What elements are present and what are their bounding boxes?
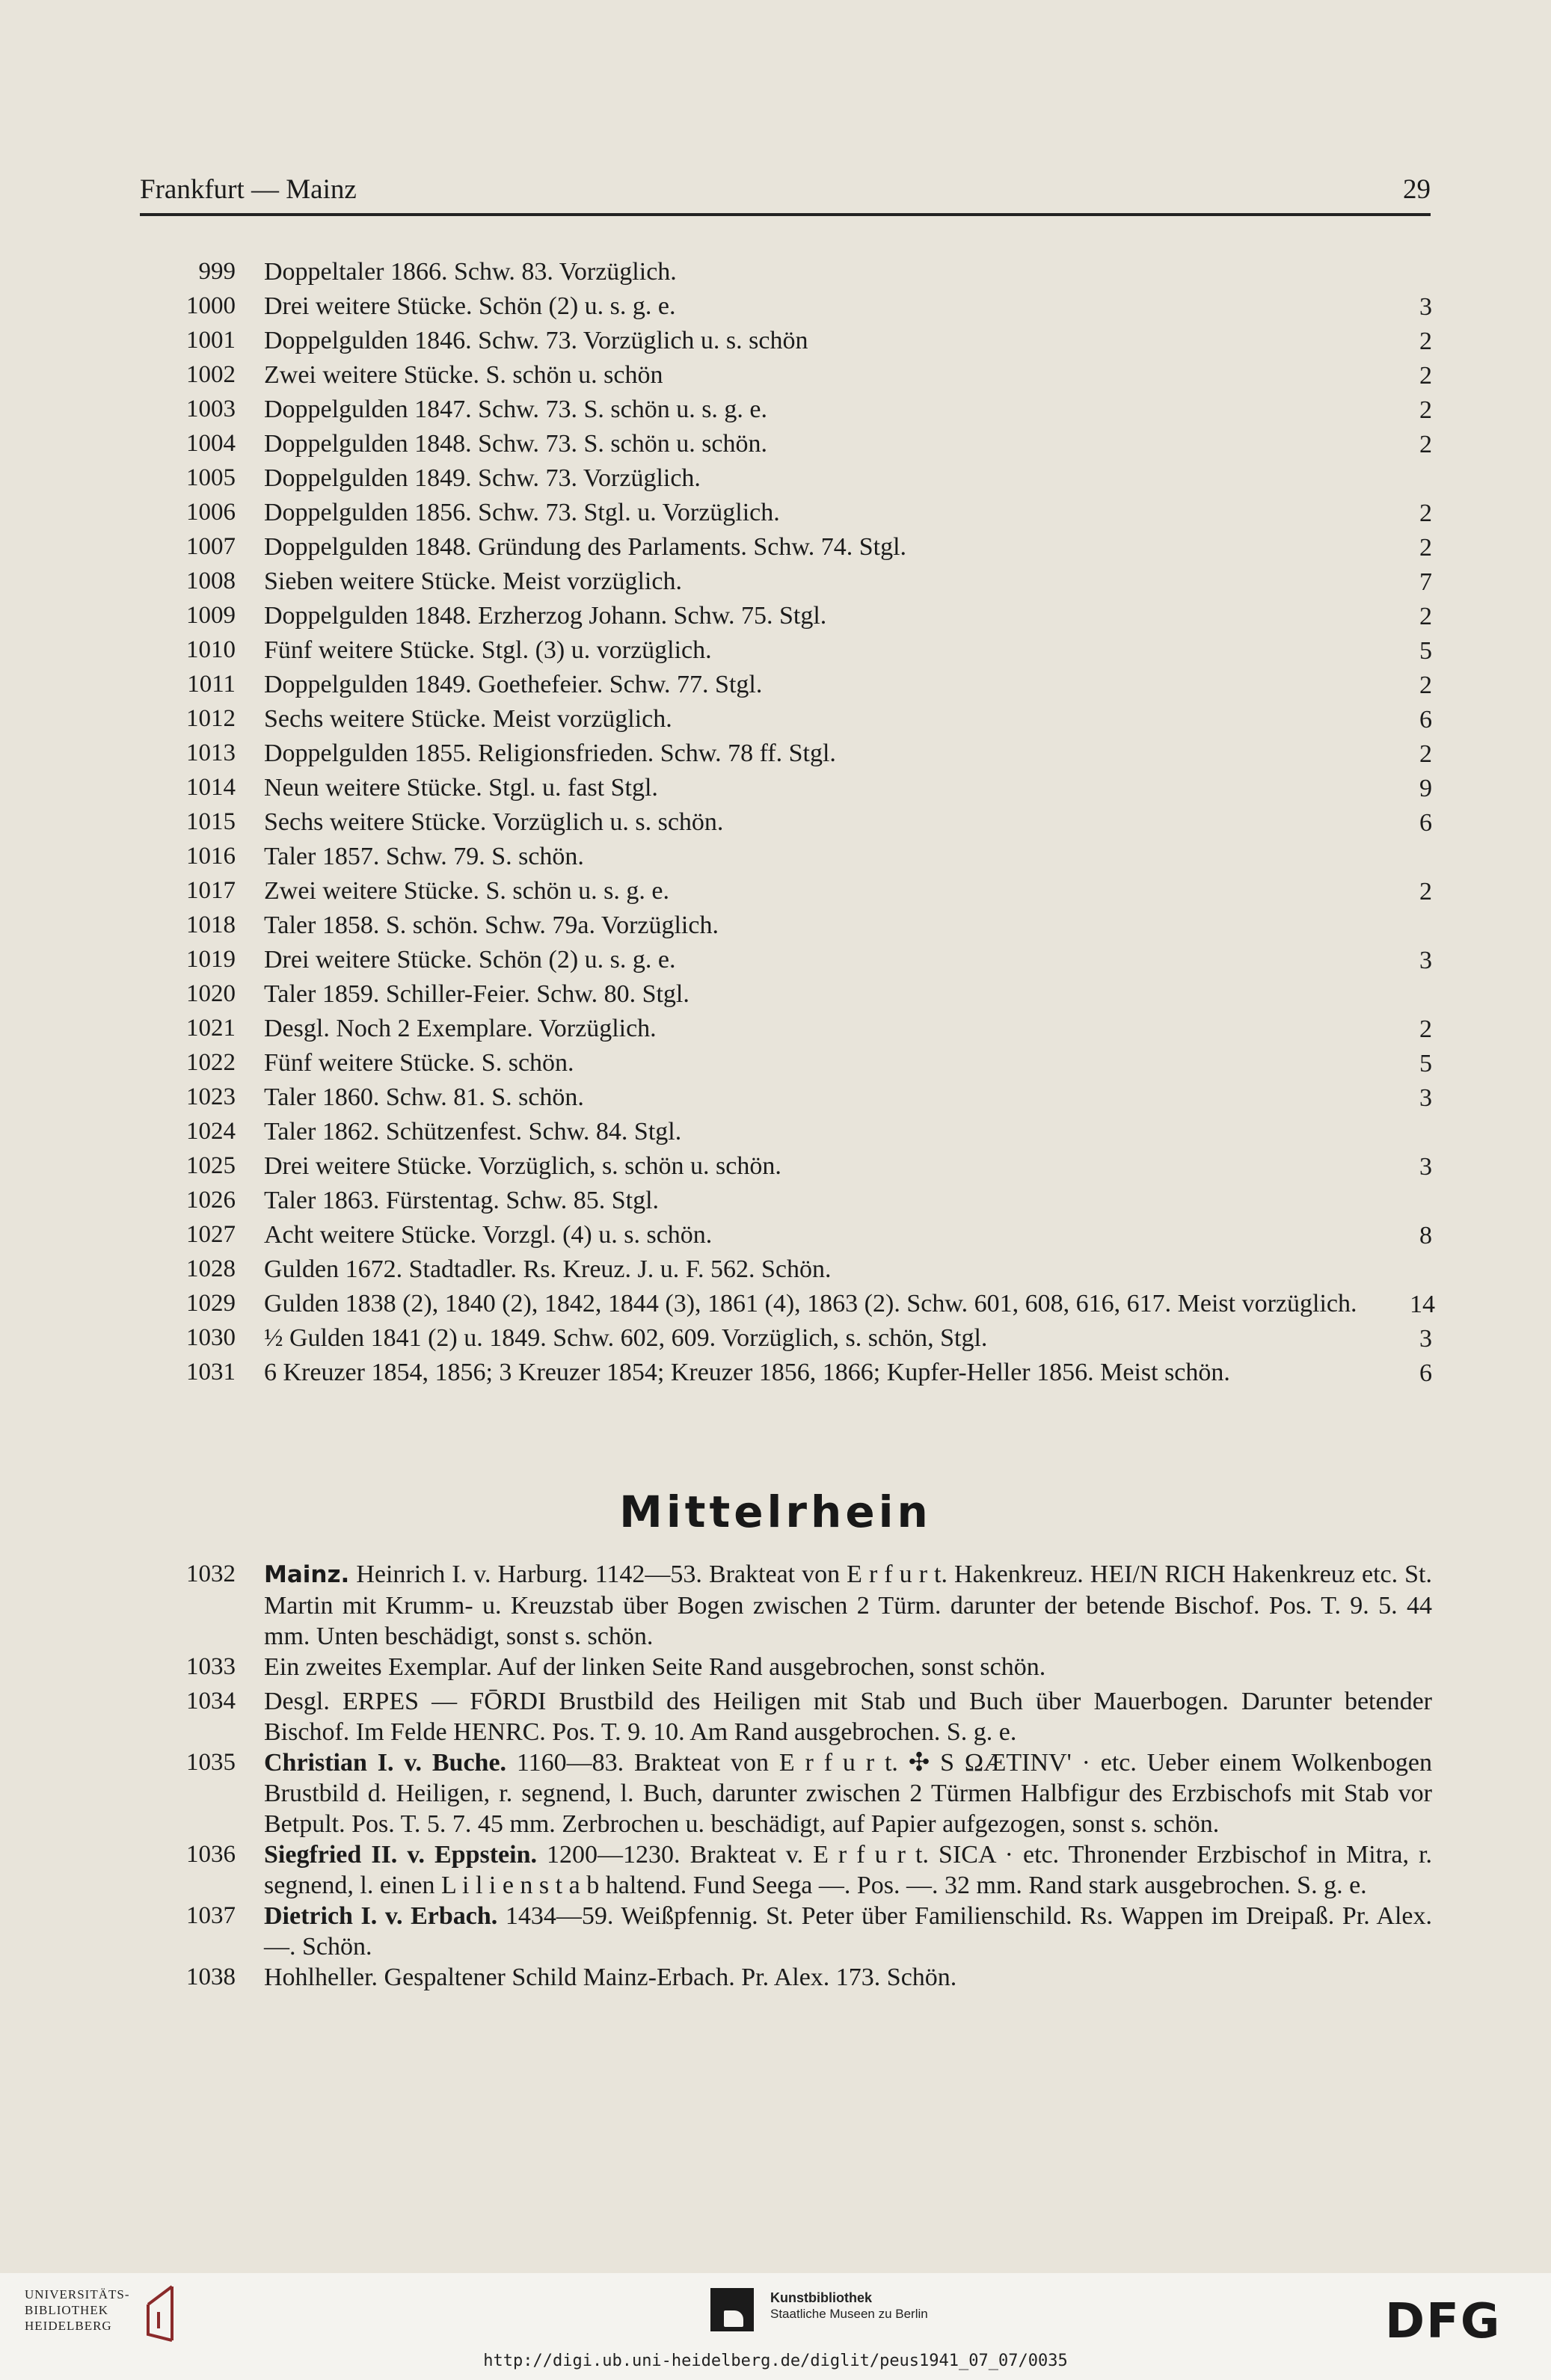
lot-text: Taler 1863. Fürstentag. Schw. 85. Stgl.	[264, 1187, 660, 1214]
lot-text: Drei weitere Stücke. Schön (2) u. s. g. e.	[264, 946, 676, 974]
lot-text: 1200—1230. Brakteat v. E r f u r t. SICA · etc. Thronender Erzbischof in Mitra, r. segnend, l. einen L i l i e n s t a b haltend. Fund Seega —. Pos. —. 32 mm. Rand stark ausgebrochen. S. g. e.	[264, 1841, 1433, 1899]
lot-count: 6	[1419, 809, 1432, 837]
header-rule	[140, 213, 1431, 216]
lot-number: 1014	[186, 774, 236, 801]
dfg-logo: DFG	[1385, 2294, 1502, 2349]
lot-number: 1013	[186, 739, 236, 766]
lot-text: Desgl. Noch 2 Exemplare. Vorzüglich.	[264, 1015, 657, 1042]
lot-description	[264, 1652, 1432, 1682]
lot-description	[264, 1254, 1402, 1285]
catalog-entry	[172, 979, 1432, 1013]
lot-description	[264, 1747, 1432, 1839]
lot-number: 1005	[186, 464, 236, 491]
catalog-entry	[172, 532, 1432, 566]
catalog-entry	[172, 1116, 1432, 1151]
catalog-entry	[172, 1901, 1432, 1962]
lot-number: 1016	[186, 843, 236, 870]
catalog-entry	[172, 463, 1432, 497]
catalog-entry	[172, 1747, 1432, 1839]
lot-number: 1019	[186, 946, 236, 973]
lot-description	[264, 807, 1402, 837]
lot-number: 1006	[186, 499, 236, 526]
lot-text: Taler 1859. Schiller-Feier. Schw. 80. Stgl.	[264, 980, 689, 1008]
lot-text: Doppelgulden 1848. Erzherzog Johann. Schw. 75. Stgl.	[264, 602, 827, 630]
lot-number: 1002	[186, 361, 236, 388]
lot-number: 1027	[186, 1221, 236, 1248]
catalog-entry	[172, 566, 1432, 600]
lot-description	[264, 1116, 1402, 1147]
lot-text: Doppelgulden 1849. Schw. 73. Vorzüglich.	[264, 464, 701, 492]
lot-text: Sechs weitere Stücke. Vorzüglich u. s. schön.	[264, 808, 724, 836]
lot-count: 2	[1419, 1015, 1432, 1043]
lot-number: 1017	[186, 877, 236, 904]
lot-text: Doppelgulden 1855. Religionsfrieden. Schw. 78 ff. Stgl.	[264, 739, 836, 767]
lot-description	[264, 291, 1402, 322]
lot-count: 2	[1419, 499, 1432, 527]
lot-text: 1434—59. Weißpfennig. St. Peter über Familienschild. Rs. Wappen im Dreipaß. Pr. Alex. —. Schön.	[264, 1902, 1432, 1961]
catalog-entry	[172, 291, 1432, 325]
catalog-entry	[172, 669, 1432, 704]
lot-description	[264, 910, 1402, 941]
lot-description	[264, 1962, 1432, 1993]
lot-description	[264, 325, 1402, 356]
lot-text: Doppelgulden 1849. Goethefeier. Schw. 77. Stgl.	[264, 671, 763, 698]
lot-count: 3	[1419, 1084, 1432, 1112]
lot-count: 2	[1419, 362, 1432, 390]
lot-count: 3	[1419, 1153, 1432, 1181]
lot-number: 1012	[186, 705, 236, 732]
lot-number: 1023	[186, 1083, 236, 1110]
lot-description	[264, 1686, 1432, 1747]
lot-number: 1003	[186, 396, 236, 422]
lot-text: Doppelgulden 1846. Schw. 73. Vorzüglich u. s. schön	[264, 327, 808, 354]
catalog-entry	[172, 394, 1432, 428]
catalog-entry	[172, 325, 1432, 360]
lot-description	[264, 532, 1402, 562]
lot-text: Taler 1858. S. schön. Schw. 79a. Vorzüglich.	[264, 911, 719, 939]
lot-description	[264, 1185, 1402, 1216]
lot-count: 2	[1419, 603, 1432, 630]
lot-text: Zwei weitere Stücke. S. schön u. s. g. e.	[264, 877, 669, 905]
catalog-entry	[172, 600, 1432, 635]
lot-number: 1010	[186, 636, 236, 663]
lot-text: Fünf weitere Stücke. Stgl. (3) u. vorzüglich.	[264, 636, 712, 664]
lot-number: 1031	[186, 1359, 236, 1386]
catalog-entry	[172, 1220, 1432, 1254]
lot-count: 2	[1419, 328, 1432, 355]
lot-description	[264, 1151, 1402, 1181]
lot-description	[264, 360, 1402, 390]
entry-list-frankfurt	[172, 256, 1435, 1392]
catalog-entry	[172, 807, 1432, 841]
lot-description	[264, 1048, 1402, 1078]
header-title: Frankfurt — Mainz	[140, 174, 357, 205]
lot-description	[264, 1288, 1402, 1319]
lot-lead: Dietrich I. v. Erbach.	[264, 1902, 498, 1930]
catalog-entry	[172, 635, 1432, 669]
lot-count: 3	[1419, 293, 1432, 321]
catalog-entry	[172, 1082, 1432, 1116]
lot-text: Drei weitere Stücke. Schön (2) u. s. g. e.	[264, 292, 676, 320]
lot-description	[264, 876, 1402, 906]
lot-count: 2	[1419, 878, 1432, 905]
lot-number: 1026	[186, 1187, 236, 1214]
lot-number: 1001	[186, 327, 236, 354]
lot-description	[264, 394, 1402, 425]
lot-description	[264, 704, 1402, 734]
lot-number: 1015	[186, 808, 236, 835]
lot-text: Acht weitere Stücke. Vorzgl. (4) u. s. schön.	[264, 1221, 713, 1249]
lot-count: 7	[1419, 568, 1432, 596]
lot-text: ½ Gulden 1841 (2) u. 1849. Schw. 602, 609. Vorzüglich, s. schön, Stgl.	[264, 1324, 988, 1352]
lot-description	[264, 1357, 1402, 1388]
catalog-entry	[172, 1013, 1432, 1048]
lot-description	[264, 600, 1402, 631]
kunstbibliothek-logo-icon	[710, 2288, 754, 2331]
lot-number: 1021	[186, 1015, 236, 1042]
lot-count: 6	[1419, 1359, 1432, 1387]
lot-text: Doppeltaler 1866. Schw. 83. Vorzüglich.	[264, 258, 677, 286]
catalog-entry	[172, 1323, 1432, 1357]
lot-number: 1035	[186, 1749, 236, 1776]
lot-number: 1034	[186, 1688, 236, 1715]
lot-text: Taler 1862. Schützenfest. Schw. 84. Stgl.	[264, 1118, 682, 1146]
catalog-entry	[172, 497, 1432, 532]
lot-text: Doppelgulden 1847. Schw. 73. S. schön u. s. g. e.	[264, 396, 768, 423]
lot-description	[264, 841, 1402, 872]
lot-description	[264, 1323, 1402, 1353]
catalog-entry	[172, 428, 1432, 463]
lot-text: Hohlheller. Gespaltener Schild Mainz-Erbach. Pr. Alex. 173. Schön.	[264, 1964, 957, 1991]
catalog-entry	[172, 704, 1432, 738]
lot-count: 5	[1419, 637, 1432, 665]
catalog-entry	[172, 841, 1432, 876]
lot-description	[264, 497, 1402, 528]
catalog-entry	[172, 1185, 1432, 1220]
lot-count: 3	[1419, 947, 1432, 974]
lot-count: 2	[1419, 534, 1432, 562]
catalog-entry	[172, 256, 1432, 291]
lot-description	[264, 1559, 1432, 1652]
lot-number: 1033	[186, 1653, 236, 1680]
lot-description	[264, 566, 1402, 597]
lot-text: Heinrich I. v. Harburg. 1142—53. Brakteat von E r f u r t. Hakenkreuz. HEI/N RICH Hakenkreuz etc. St. Martin mit Krumm- u. Kreuzstab über Bogen zwischen 2 Türm. darunter der betende Bischof. Pos. T. 9. 5. 44 mm. Unten beschädigt, sonst s. schön.	[264, 1560, 1432, 1650]
lot-description	[264, 738, 1402, 769]
lot-text: Zwei weitere Stücke. S. schön u. schön	[264, 361, 663, 389]
catalog-entry	[172, 360, 1432, 394]
catalog-entry	[172, 1288, 1435, 1323]
lot-description	[264, 1082, 1402, 1113]
lot-number: 1036	[186, 1841, 236, 1868]
lot-count: 2	[1419, 671, 1432, 699]
lot-number: 1004	[186, 430, 236, 457]
lot-number: 1037	[186, 1902, 236, 1929]
catalog-entry	[172, 1686, 1432, 1747]
running-header	[140, 173, 1431, 212]
lot-number: 1020	[186, 980, 236, 1007]
lot-text: Doppelgulden 1848. Gründung des Parlaments. Schw. 74. Stgl.	[264, 533, 907, 561]
lot-number: 1032	[186, 1560, 236, 1587]
catalog-entry	[172, 944, 1432, 979]
catalog-entry	[172, 1357, 1432, 1392]
lot-number: 1025	[186, 1152, 236, 1179]
catalog-entry	[172, 1559, 1432, 1652]
catalog-entry	[172, 772, 1432, 807]
catalog-entry	[172, 1151, 1432, 1185]
lot-number: 1000	[186, 292, 236, 319]
section-title: Mittelrhein	[619, 1486, 932, 1537]
lot-text: Desgl. ERPES — FŌRDI Brustbild des Heiligen mit Stab und Buch über Mauerbogen. Darunter betender Bischof. Im Felde HENRC. Pos. T. 9. 10. Am Rand ausgebrochen. S. g. e.	[264, 1688, 1432, 1746]
catalog-entry	[172, 876, 1432, 910]
lot-number: 1007	[186, 533, 236, 560]
source-url[interactable]: http://digi.ub.uni-heidelberg.de/diglit/peus1941_07_07/0035	[483, 2352, 1068, 2370]
lot-lead: Siegfried II. v. Eppstein.	[264, 1841, 538, 1869]
uni-line: BIBLIOTHEK	[25, 2303, 108, 2317]
lot-description	[264, 1839, 1432, 1901]
lot-number: 1011	[187, 671, 236, 698]
lot-description	[264, 256, 1402, 287]
lot-text: Doppelgulden 1856. Schw. 73. Stgl. u. Vorzüglich.	[264, 499, 780, 526]
catalog-entry	[172, 910, 1432, 944]
lot-description	[264, 669, 1402, 700]
lot-text: Sechs weitere Stücke. Meist vorzüglich.	[264, 705, 672, 733]
kb-subtitle: Staatliche Museen zu Berlin	[770, 2307, 928, 2321]
lot-text: Gulden 1838 (2), 1840 (2), 1842, 1844 (3), 1861 (4), 1863 (2). Schw. 601, 608, 616, 617. Meist vorzüglich.	[264, 1290, 1357, 1317]
lot-text: Taler 1857. Schw. 79. S. schön.	[264, 843, 584, 870]
lot-description	[264, 944, 1402, 975]
lot-number: 1038	[186, 1964, 236, 1990]
lot-number: 1008	[186, 568, 236, 594]
lot-description	[264, 1901, 1432, 1962]
lot-number: 1030	[186, 1324, 236, 1351]
lot-count: 2	[1419, 740, 1432, 768]
lot-text: 1160—83. Brakteat von E r f u r t. ✣ S ΩÆTINV' · etc. Ueber einem Wolkenbogen Brustbild d. Heiligen, r. segnend, l. Buch, darunter zwischen 2 Türmen Halbfigur des Erzbischofs mit Stab vor Betpult. Pos. T. 5. 7. 45 mm. Zerbrochen u. beschädigt, auf Papier aufgezogen, sonst s. schön.	[264, 1749, 1432, 1838]
university-emblem-icon	[142, 2282, 194, 2346]
page-number: 29	[1403, 174, 1431, 205]
lot-number: 1028	[186, 1255, 236, 1282]
uni-line: UNIVERSITÄTS-	[25, 2287, 130, 2301]
lot-description	[264, 428, 1402, 459]
lot-text: Taler 1860. Schw. 81. S. schön.	[264, 1083, 584, 1111]
catalog-entry	[172, 738, 1432, 772]
lot-text: Sieben weitere Stücke. Meist vorzüglich.	[264, 568, 682, 595]
lot-count: 8	[1419, 1222, 1432, 1249]
lot-count: 5	[1419, 1050, 1432, 1077]
lot-lead: Mainz.	[264, 1561, 350, 1588]
uni-line: HEIDELBERG	[25, 2319, 112, 2333]
lot-description	[264, 635, 1402, 665]
catalog-entry	[172, 1048, 1432, 1082]
lot-text: 6 Kreuzer 1854, 1856; 3 Kreuzer 1854; Kreuzer 1856, 1866; Kupfer-Heller 1856. Meist schön.	[264, 1359, 1230, 1386]
lot-text: Ein zweites Exemplar. Auf der linken Seite Rand ausgebrochen, sonst schön.	[264, 1653, 1046, 1681]
lot-count: 3	[1419, 1325, 1432, 1353]
kunstbibliothek-label	[770, 2290, 928, 2322]
lot-number: 999	[198, 258, 236, 285]
lot-count: 2	[1419, 431, 1432, 458]
lot-description	[264, 979, 1402, 1009]
lot-text: Neun weitere Stücke. Stgl. u. fast Stgl.	[264, 774, 658, 802]
lot-number: 1009	[186, 602, 236, 629]
lot-number: 1022	[186, 1049, 236, 1076]
catalog-entry	[172, 1962, 1432, 1996]
lot-description	[264, 772, 1402, 803]
lot-description	[264, 1220, 1402, 1250]
entry-list-mittelrhein	[172, 1559, 1432, 1996]
lot-text: Doppelgulden 1848. Schw. 73. S. schön u. schön.	[264, 430, 768, 458]
catalog-entry	[172, 1254, 1432, 1288]
lot-text: Drei weitere Stücke. Vorzüglich, s. schön u. schön.	[264, 1152, 781, 1180]
lot-text: Gulden 1672. Stadtadler. Rs. Kreuz. J. u. F. 562. Schön.	[264, 1255, 832, 1283]
lot-count: 14	[1410, 1291, 1435, 1318]
lot-count: 6	[1419, 706, 1432, 734]
lot-number: 1029	[186, 1290, 236, 1317]
lot-count: 9	[1419, 775, 1432, 802]
lot-text: Fünf weitere Stücke. S. schön.	[264, 1049, 574, 1077]
lot-number: 1024	[186, 1118, 236, 1145]
lot-count: 2	[1419, 396, 1432, 424]
catalog-entry	[172, 1652, 1432, 1686]
lot-number: 1018	[186, 911, 236, 938]
lot-description	[264, 463, 1402, 493]
lot-description	[264, 1013, 1402, 1044]
lot-lead: Christian I. v. Buche.	[264, 1749, 507, 1777]
kb-title: Kunstbibliothek	[770, 2290, 872, 2305]
catalog-entry	[172, 1839, 1432, 1901]
